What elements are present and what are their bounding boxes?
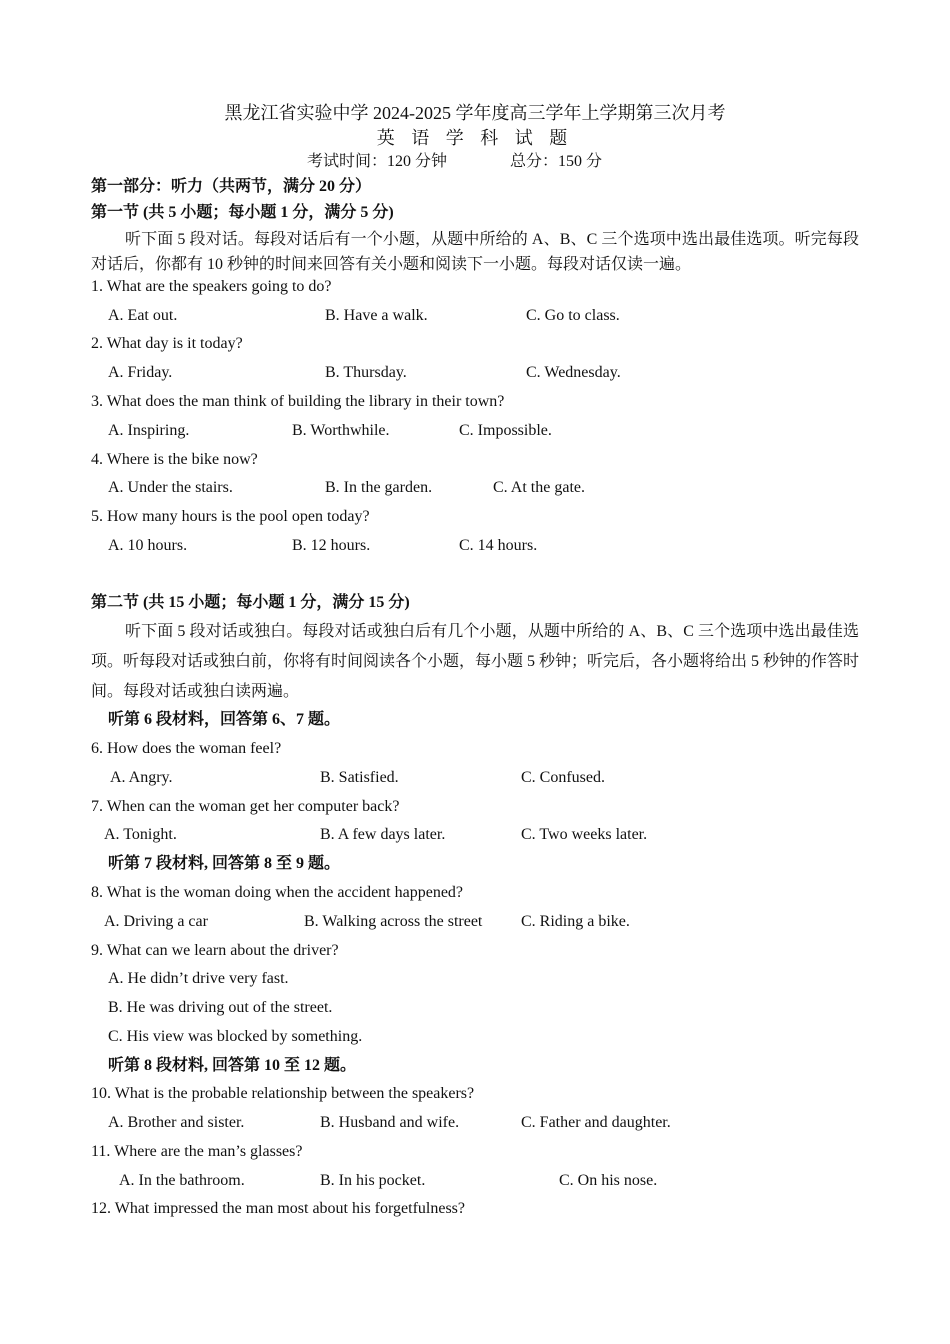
question-1: 1. What are the speakers going to do? xyxy=(91,278,332,295)
question-9: 9. What can we learn about the driver? xyxy=(91,942,339,959)
question-3: 3. What does the man think of building the library in their town? xyxy=(91,393,505,410)
q4-option-a: A. Under the stairs. xyxy=(108,479,233,496)
question-2: 2. What day is it today? xyxy=(91,335,243,352)
question-4: 4. Where is the bike now? xyxy=(91,451,258,468)
question-6: 6. How does the woman feel? xyxy=(91,740,282,757)
q9-option-c: C. His view was blocked by something. xyxy=(108,1028,363,1045)
q10-option-b: B. Husband and wife. xyxy=(320,1114,460,1131)
exam-title: 黑龙江省实验中学 2024-2025 学年度高三学年上学期第三次月考 xyxy=(224,103,726,123)
q4-option-c: C. At the gate. xyxy=(493,479,585,496)
q7-option-b: B. A few days later. xyxy=(320,826,446,843)
q3-option-b: B. Worthwhile. xyxy=(292,422,390,439)
q8-option-c: C. Riding a bike. xyxy=(521,913,630,930)
q7-option-c: C. Two weeks later. xyxy=(521,826,648,843)
q2-option-b: B. Thursday. xyxy=(325,364,407,381)
question-12: 12. What impressed the man most about his forgetfulness? xyxy=(91,1200,466,1217)
q11-option-a: A. In the bathroom. xyxy=(119,1172,245,1189)
q1-option-c: C. Go to class. xyxy=(526,307,620,324)
q6-option-b: B. Satisfied. xyxy=(320,769,399,786)
material-6-instruction: 听第 6 段材料，回答第 6、7 题。 xyxy=(108,711,341,728)
q2-option-c: C. Wednesday. xyxy=(526,364,621,381)
q7-option-a: A. Tonight. xyxy=(104,826,177,843)
exam-total-score: 总分：150 分 xyxy=(510,153,603,170)
question-8: 8. What is the woman doing when the accident happened? xyxy=(91,884,464,901)
q10-option-c: C. Father and daughter. xyxy=(521,1114,671,1131)
material-7-instruction: 听第 7 段材料, 回答第 8 至 9 题。 xyxy=(108,855,341,872)
exam-time: 考试时间：120 分钟 xyxy=(307,153,448,170)
material-8-instruction: 听第 8 段材料, 回答第 10 至 12 题。 xyxy=(108,1057,357,1074)
q5-option-b: B. 12 hours. xyxy=(292,537,371,554)
q3-option-a: A. Inspiring. xyxy=(108,422,190,439)
q8-option-a: A. Driving a car xyxy=(104,913,208,930)
question-11: 11. Where are the man’s glasses? xyxy=(91,1143,303,1160)
q1-option-b: B. Have a walk. xyxy=(325,307,428,324)
q4-option-b: B. In the garden. xyxy=(325,479,433,496)
section1-heading: 第一节 (共 5 小题；每小题 1 分，满分 5 分) xyxy=(91,204,394,221)
q9-option-b: B. He was driving out of the street. xyxy=(108,999,333,1016)
q8-option-b: B. Walking across the street xyxy=(304,913,483,930)
q10-option-a: A. Brother and sister. xyxy=(108,1114,245,1131)
q11-option-b: B. In his pocket. xyxy=(320,1172,426,1189)
q5-option-c: C. 14 hours. xyxy=(459,537,538,554)
section2-heading: 第二节 (共 15 小题；每小题 1 分，满分 15 分) xyxy=(91,594,410,611)
question-10: 10. What is the probable relationship between the speakers? xyxy=(91,1085,475,1102)
q9-option-a: A. He didn’t drive very fast. xyxy=(108,970,289,987)
exam-subtitle: 英 语 学 科 试 题 xyxy=(376,128,574,148)
part1-heading: 第一部分：听力（共两节，满分 20 分） xyxy=(91,178,372,195)
q2-option-a: A. Friday. xyxy=(108,364,173,381)
q1-option-a: A. Eat out. xyxy=(108,307,178,324)
section1-instructions: 听下面 5 段对话。每段对话后有一个小题，从题中所给的 A、B、C 三个选项中选出最佳选项。听完每段对话后，你都有 10 秒钟的时间来回答有关小题和阅读下一小题。每段对话仅读一遍。 xyxy=(91,231,859,273)
q6-option-c: C. Confused. xyxy=(521,769,605,786)
q6-option-a: A. Angry. xyxy=(110,769,173,786)
question-5: 5. How many hours is the pool open today? xyxy=(91,508,370,525)
q3-option-c: C. Impossible. xyxy=(459,422,552,439)
section2-instructions: 听下面 5 段对话或独白。每段对话或独白后有几个小题，从题中所给的 A、B、C 三个选项中选出最佳选项。听每段对话或独白前，你将有时间阅读各个小题，每小题 5 秒钟；听完后，各小题将给出 5 秒钟的作答时间。每段对话或独白读两遍。 xyxy=(91,623,860,700)
question-7: 7. When can the woman get her computer back? xyxy=(91,798,400,815)
q11-option-c: C. On his nose. xyxy=(559,1172,658,1189)
q5-option-a: A. 10 hours. xyxy=(108,537,188,554)
